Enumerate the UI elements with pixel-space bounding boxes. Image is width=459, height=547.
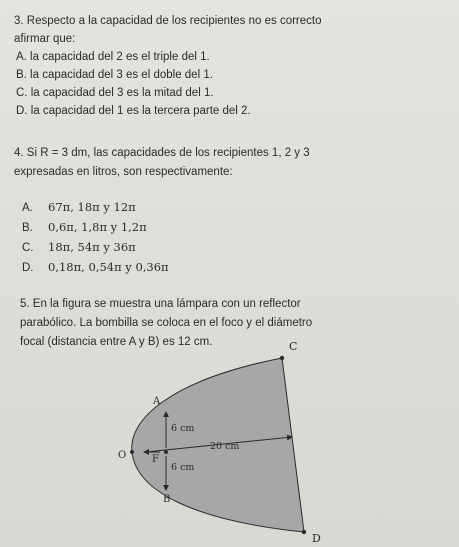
- q4-option-a-letter: A.: [22, 202, 33, 214]
- q3-option-b: B. la capacidad del 3 es el doble del 1.: [16, 69, 213, 81]
- q4-option-b-text: 0,6π, 1,8π y 1,2π: [48, 220, 147, 234]
- q5-line-2: parabólico. La bombilla se coloca en el foco y el diámetro: [20, 317, 313, 329]
- q4-option-d-letter: D.: [22, 262, 34, 274]
- label-b: B: [163, 494, 171, 505]
- dim-af-label: 6 cm: [171, 423, 195, 434]
- q3-title-continued: afirmar que:: [14, 33, 76, 45]
- label-d: D: [312, 532, 321, 545]
- q4-option-a-text: 67π, 18π y 12π: [48, 200, 136, 214]
- q3-title: 3. Respecto a la capacidad de los recipientes no es correcto: [14, 15, 322, 27]
- q4-option-c-letter: C.: [22, 242, 34, 254]
- point-f: [164, 450, 168, 454]
- q3-option-d: D. la capacidad del 1 es la tercera parte del 2.: [16, 105, 251, 117]
- label-a: A: [153, 396, 161, 407]
- q4-line-1: 4. Si R = 3 dm, las capacidades de los recipientes 1, 2 y 3: [14, 147, 310, 159]
- q4-option-b-letter: B.: [22, 222, 33, 234]
- q4-option-d-text: 0,18π, 0,54π y 0,36π: [48, 260, 169, 274]
- q5-line-3: focal (distancia entre A y B) es 12 cm.: [20, 336, 213, 348]
- label-o: O: [118, 450, 127, 461]
- q4-option-c-text: 18π, 54π y 36π: [48, 240, 136, 254]
- q5-line-1: 5. En la figura se muestra una lámpara con un reflector: [20, 298, 301, 310]
- q3-option-c: C. la capacidad del 3 es la mitad del 1.: [16, 87, 214, 99]
- point-d: [302, 530, 306, 534]
- dim-width-label: 20 cm: [210, 441, 240, 452]
- label-c: C: [289, 340, 298, 353]
- label-f: F: [152, 454, 159, 465]
- dim-fb-label: 6 cm: [171, 462, 195, 473]
- point-o: [130, 450, 134, 454]
- point-c: [280, 356, 284, 360]
- q3-option-a: A. la capacidad del 2 es el triple del 1.: [16, 51, 210, 63]
- q4-line-2: expresadas en litros, son respectivamente:: [14, 166, 233, 178]
